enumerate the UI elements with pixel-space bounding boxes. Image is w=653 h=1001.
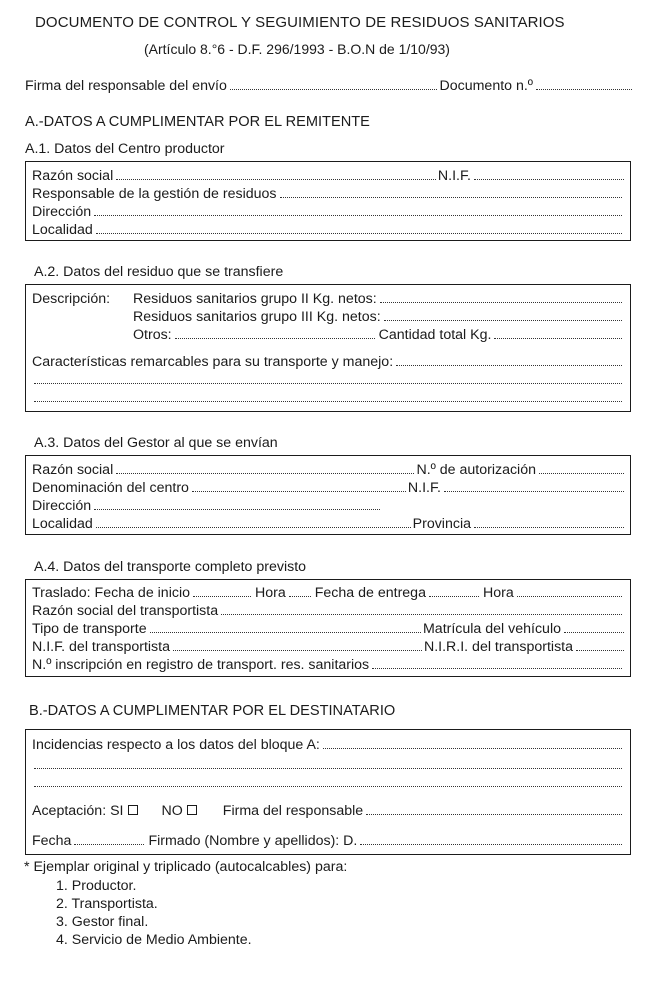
b-extra-line-2[interactable] <box>34 786 622 787</box>
a4-hora2-label: Hora <box>482 585 514 601</box>
a4-hora-label: Hora <box>254 585 286 601</box>
a4-inscripcion-field[interactable] <box>372 668 622 669</box>
no-checkbox[interactable] <box>187 805 197 815</box>
a3-title: A.3. Datos del Gestor al que se envían <box>34 435 278 451</box>
a3-razon-label: Razón social <box>32 462 114 478</box>
a3-direccion-field[interactable] <box>94 509 380 510</box>
a4-tipo-label: Tipo de transporte <box>32 621 147 637</box>
a3-provincia-label: Provincia <box>412 516 471 532</box>
a4-inscripcion-label: N.º inscripción en registro de transport. res. sanitarios <box>32 657 370 673</box>
a1-razon-field[interactable] <box>116 179 436 180</box>
a1-responsable-label: Responsable de la gestión de residuos <box>32 186 277 202</box>
b-incidencias-label: Incidencias respecto a los datos del bloque A: <box>32 737 320 753</box>
footer-item-3: 3. Gestor final. <box>56 914 149 930</box>
a4-tipo-field[interactable] <box>150 632 421 633</box>
a3-denominacion-field[interactable] <box>192 491 406 492</box>
a4-fecha-inicio-field[interactable] <box>193 596 251 597</box>
a4-fecha-entrega-label: Fecha de entrega <box>314 585 426 601</box>
a4-fecha-entrega-field[interactable] <box>429 596 479 597</box>
a1-responsable-field[interactable] <box>280 197 622 198</box>
footer-item-4: 4. Servicio de Medio Ambiente. <box>56 932 252 948</box>
a2-grupo2-field[interactable] <box>380 302 622 303</box>
a2-box <box>25 284 631 412</box>
document-title: DOCUMENTO DE CONTROL Y SEGUIMIENTO DE RESIDUOS SANITARIOS <box>35 14 565 31</box>
a4-hora-field[interactable] <box>289 596 311 597</box>
b-aceptacion-label: Aceptación: SI <box>32 803 124 819</box>
a3-denominacion-label: Denominación del centro <box>32 480 189 496</box>
a2-otros-label: Otros: <box>133 327 172 343</box>
a1-title: A.1. Datos del Centro productor <box>25 141 225 157</box>
a2-extra-line-1[interactable] <box>34 383 622 384</box>
section-b-title: B.-DATOS A CUMPLIMENTAR POR EL DESTINATARIO <box>29 703 396 719</box>
footer-item-2: 2. Transportista. <box>56 896 158 912</box>
a4-matricula-label: Matrícula del vehículo <box>422 621 561 637</box>
a1-box <box>25 161 631 241</box>
a4-razon-transportista-field[interactable] <box>221 614 622 615</box>
documento-label: Documento n.º <box>439 78 533 94</box>
a1-razon-label: Razón social <box>32 168 114 184</box>
a3-provincia-field[interactable] <box>474 527 624 528</box>
a2-descripcion-label: Descripción: <box>32 291 111 307</box>
a3-autorizacion-label: N.º de autorización <box>416 462 536 478</box>
a2-grupo3-label: Residuos sanitarios grupo III Kg. netos: <box>133 309 381 325</box>
b-box <box>25 729 631 855</box>
documento-field[interactable] <box>536 89 632 90</box>
a4-hora2-field[interactable] <box>517 596 622 597</box>
footer-note: * Ejemplar original y triplicado (autocalcables) para: <box>24 859 348 875</box>
b-firmado-field[interactable] <box>360 844 622 845</box>
a3-nif-field[interactable] <box>444 491 624 492</box>
a2-caracteristicas-label: Características remarcables para su transporte y manejo: <box>32 354 394 370</box>
b-firmado-label: Firmado (Nombre y apellidos): D. <box>148 833 358 849</box>
a2-grupo3-field[interactable] <box>384 320 622 321</box>
b-extra-line-1[interactable] <box>34 768 622 769</box>
a1-localidad-label: Localidad <box>32 222 93 238</box>
a3-nif-label: N.I.F. <box>407 480 441 496</box>
a4-nif-transportista-label: N.I.F. del transportista <box>32 639 170 655</box>
a2-cantidad-field[interactable] <box>494 338 622 339</box>
a1-direccion-field[interactable] <box>94 215 622 216</box>
firma-field[interactable] <box>230 89 438 90</box>
b-incidencias-field[interactable] <box>323 748 622 749</box>
a1-direccion-label: Dirección <box>32 204 92 220</box>
firma-label: Firma del responsable del envío <box>25 78 227 94</box>
a4-razon-transportista-label: Razón social del transportista <box>32 603 219 619</box>
a1-localidad-field[interactable] <box>96 233 622 234</box>
a3-localidad-field[interactable] <box>96 527 411 528</box>
a2-title: A.2. Datos del residuo que se transfiere <box>34 264 284 280</box>
a4-title: A.4. Datos del transporte completo previsto <box>34 559 307 575</box>
a2-caracteristicas-field[interactable] <box>396 365 622 366</box>
a3-localidad-label: Localidad <box>32 516 93 532</box>
a2-cantidad-label: Cantidad total Kg. <box>378 327 492 343</box>
a2-extra-line-2[interactable] <box>34 401 622 402</box>
a4-box <box>25 579 631 677</box>
a2-grupo2-label: Residuos sanitarios grupo II Kg. netos: <box>133 291 377 307</box>
a1-nif-label: N.I.F. <box>437 168 471 184</box>
a4-traslado-label: Traslado: Fecha de inicio <box>32 585 190 601</box>
b-no-label: NO <box>161 803 183 819</box>
b-fecha-label: Fecha <box>32 833 72 849</box>
b-firma-label: Firma del responsable <box>222 803 364 819</box>
a4-matricula-field[interactable] <box>564 632 624 633</box>
si-checkbox[interactable] <box>128 805 138 815</box>
document-subtitle: (Artículo 8.°6 - D.F. 296/1993 - B.O.N de 1/10/93) <box>144 41 450 57</box>
b-fecha-field[interactable] <box>74 844 144 845</box>
a3-direccion-label: Dirección <box>32 498 92 514</box>
footer-item-1: 1. Productor. <box>56 878 137 894</box>
b-firma-field[interactable] <box>366 814 622 815</box>
a2-otros-field[interactable] <box>175 338 375 339</box>
a3-autorizacion-field[interactable] <box>539 473 624 474</box>
signature-row <box>25 77 632 95</box>
a4-nif-transportista-field[interactable] <box>173 650 422 651</box>
a3-razon-field[interactable] <box>116 473 414 474</box>
a4-niri-label: N.I.R.I. del transportista <box>423 639 573 655</box>
a1-nif-field[interactable] <box>474 179 624 180</box>
section-a-title: A.-DATOS A CUMPLIMENTAR POR EL REMITENTE <box>25 114 370 130</box>
a3-box <box>25 455 631 535</box>
a4-niri-field[interactable] <box>576 650 624 651</box>
